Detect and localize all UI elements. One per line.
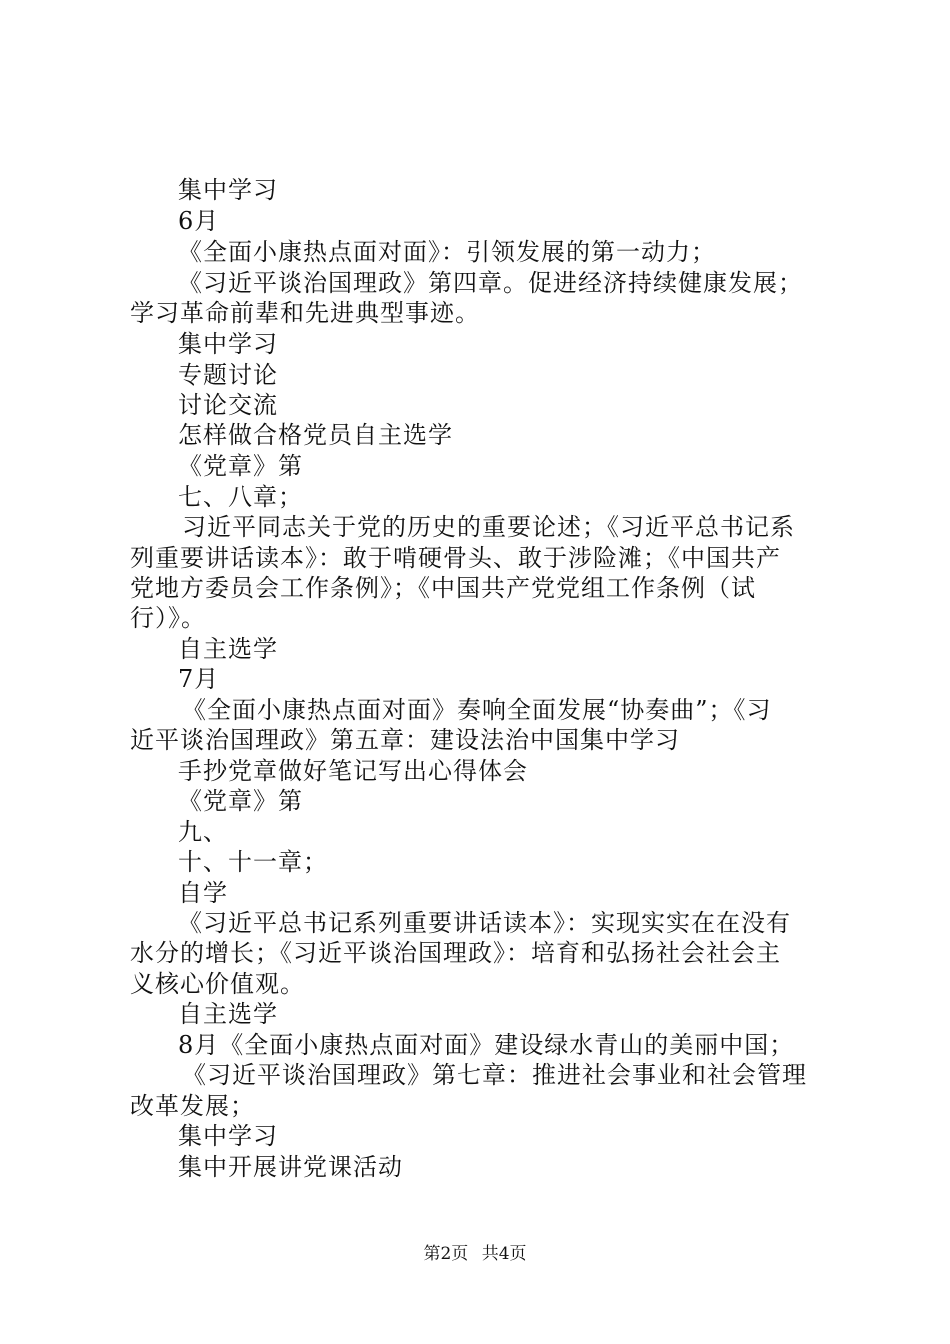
text-line: 七、八章； <box>178 483 303 511</box>
text-line: 义核心价值观。 <box>130 970 305 998</box>
text-line: 《党章》第 <box>178 787 303 815</box>
text-line: 集中学习 <box>178 330 278 358</box>
text-line: 改革发展； <box>130 1092 255 1120</box>
text-line: 讨论交流 <box>178 391 278 419</box>
text-line: 手抄党章做好笔记写出心得体会 <box>178 757 528 785</box>
text-line: 《习近平谈治国理政》第七章：推进社会事业和社会管理 <box>182 1061 807 1089</box>
text-line: 7月 <box>178 665 220 693</box>
text-line: 习近平同志关于党的历史的重要论述；《习近平总书记系 <box>182 513 795 541</box>
text-line: 怎样做合格党员自主选学 <box>178 421 453 449</box>
text-line: 集中开展讲党课活动 <box>178 1153 403 1181</box>
page-number: 第2页 <box>423 1244 469 1264</box>
text-line: 行）》。 <box>130 604 206 632</box>
text-line: 集中学习 <box>178 1122 278 1150</box>
text-line: 《党章》第 <box>178 452 303 480</box>
text-line: 水分的增长；《习近平谈治国理政》：培育和弘扬社会社会主 <box>130 939 781 967</box>
text-line: 九、 <box>178 818 228 846</box>
text-line: 6月 <box>178 207 220 235</box>
text-line: 十、十一章； <box>178 848 328 876</box>
page-total: 共4页 <box>481 1244 527 1264</box>
text-line: 学习革命前辈和先进典型事迹。 <box>130 299 480 327</box>
text-line: 《全面小康热点面对面》奏响全面发展“协奏曲”；《习 <box>182 696 772 724</box>
text-line: 专题讨论 <box>178 361 278 389</box>
text-line: 党地方委员会工作条例》；《中国共产党党组工作条例（试 <box>130 574 756 602</box>
text-line: 《全面小康热点面对面》：引领发展的第一动力； <box>178 238 716 266</box>
text-line: 列重要讲话读本》：敢于啃硬骨头、敢于涉险滩；《中国共产 <box>130 544 781 572</box>
page-footer <box>0 1243 950 1265</box>
text-line: 自主选学 <box>178 635 278 663</box>
text-line: 《习近平谈治国理政》第四章。促进经济持续健康发展； <box>178 269 803 297</box>
text-line: 近平谈治国理政》第五章：建设法治中国集中学习 <box>130 726 680 754</box>
text-line: 自主选学 <box>178 1000 278 1028</box>
text-line: 自学 <box>178 879 228 907</box>
text-line: 8月《全面小康热点面对面》建设绿水青山的美丽中国； <box>178 1031 795 1059</box>
text-line: 《习近平总书记系列重要讲话读本》：实现实实在在没有 <box>178 909 791 937</box>
text-line: 集中学习 <box>178 176 278 204</box>
